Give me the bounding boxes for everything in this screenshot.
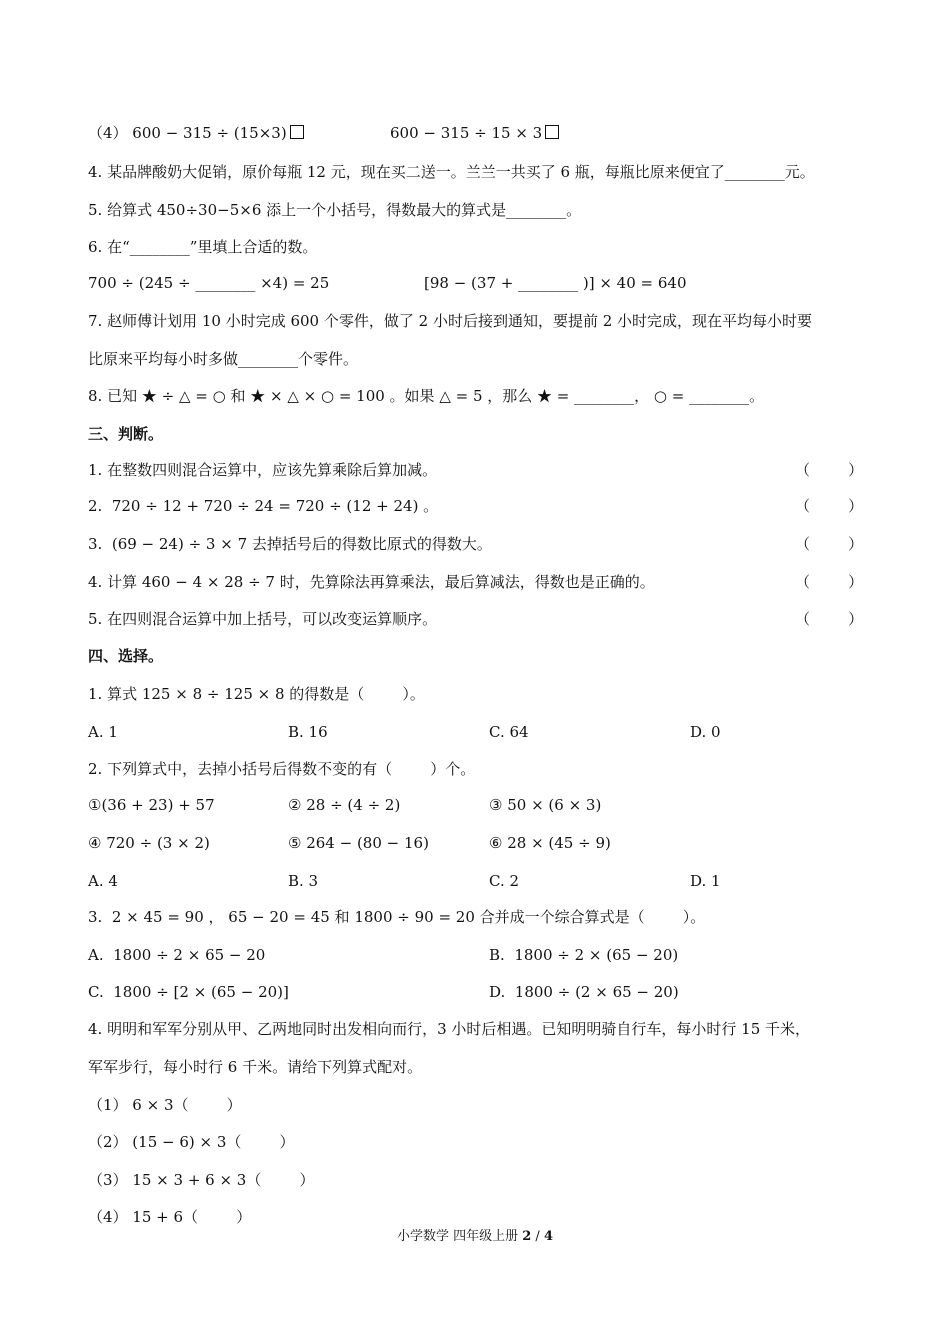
match-item-1: （1） 6 × 3（ ） <box>88 1096 242 1114</box>
choice-1-option-a: A. 1 <box>88 723 118 741</box>
judge-1-answer: （ ） <box>795 461 864 479</box>
question-6: 6. 在“________”里填上合适的数。 <box>88 238 318 256</box>
footer-separator: / <box>531 1229 544 1244</box>
choice-3-option-c: C. 1800 ÷ [2 × (65 − 20)] <box>88 983 289 1001</box>
judge-5: 5. 在四则混合运算中加上括号，可以改变运算顺序。 <box>88 610 438 628</box>
choice-2-expr-2: ② 28 ÷ (4 ÷ 2) <box>288 796 401 814</box>
judge-1: 1. 在整数四则混合运算中，应该先算乘除后算加减。 <box>88 461 438 479</box>
match-item-3: （3） 15 × 3 + 6 × 3（ ） <box>88 1171 315 1189</box>
choice-2-expr-6: ⑥ 28 × (45 ÷ 9) <box>489 834 611 852</box>
choice-3-option-d: D. 1800 ÷ (2 × 65 − 20) <box>489 983 679 1001</box>
judge-3: 3. (69 − 24) ÷ 3 × 7 去掉括号后的得数比原式的得数大。 <box>88 535 492 553</box>
choice-2-option-d: D. 1 <box>690 872 721 890</box>
choice-2-option-b: B. 3 <box>288 872 319 890</box>
choice-2: 2. 下列算式中，去掉小括号后得数不变的有（ ）个。 <box>88 760 476 778</box>
choice-2-option-a: A. 4 <box>88 872 118 890</box>
choice-4-line-2: 军军步行，每小时行 6 千米。请给下列算式配对。 <box>88 1058 423 1076</box>
judge-2: 2. 720 ÷ 12 + 720 ÷ 24 = 720 ÷ (12 + 24) 。 <box>88 497 439 515</box>
section-3-heading: 三、判断。 <box>88 425 164 443</box>
choice-3-option-b: B. 1800 ÷ 2 × (65 − 20) <box>489 946 679 964</box>
question-5: 5. 给算式 450÷30−5×6 添上一个小括号，得数最大的算式是________。 <box>88 201 582 219</box>
choice-3: 3. 2 × 45 = 90 ， 65 − 20 = 45 和 1800 ÷ 90 = 20 合并成一个综合算式是（ ）。 <box>88 908 706 926</box>
choice-4-line-1: 4. 明明和军军分别从甲、乙两地同时出发相向而行，3 小时后相遇。已知明明骑自行车，每小时行 15 千米， <box>88 1020 811 1038</box>
question-6-equation-1: 700 ÷ (245 ÷ ________ ×4) = 25 <box>88 274 330 292</box>
question-7-line-2: 比原来平均每小时多做________个零件。 <box>88 350 359 368</box>
choice-2-expr-5: ⑤ 264 − (80 − 16) <box>288 834 429 852</box>
match-item-2: （2） (15 − 6) × 3（ ） <box>88 1133 295 1151</box>
question-6-equation-2: [98 − (37 + ________ )] × 40 = 640 <box>424 274 687 292</box>
question-3-4-right: 600 − 315 ÷ 15 × 3 <box>390 123 559 143</box>
footer-page-number: 2 <box>522 1229 532 1244</box>
compare-box <box>545 125 559 139</box>
section-4-heading: 四、选择。 <box>88 647 164 665</box>
choice-3-option-a: A. 1800 ÷ 2 × 65 − 20 <box>88 946 266 964</box>
judge-3-answer: （ ） <box>795 535 864 553</box>
question-8: 8. 已知 ★ ÷ △ = ○ 和 ★ × △ × ○ = 100 。如果 △ = 5 ，那么 ★ = ________， ○ = ________。 <box>88 387 765 405</box>
compare-box <box>290 125 304 139</box>
choice-2-option-c: C. 2 <box>489 872 520 890</box>
question-3-4-left: （4） 600 − 315 ÷ (15×3) <box>88 123 304 143</box>
choice-2-expr-4: ④ 720 ÷ (3 × 2) <box>88 834 210 852</box>
match-item-4: （4） 15 + 6（ ） <box>88 1208 252 1226</box>
choice-1: 1. 算式 125 × 8 ÷ 125 × 8 的得数是（ ）。 <box>88 685 425 703</box>
choice-2-expr-1: ①(36 + 23) + 57 <box>88 796 215 814</box>
choice-1-option-d: D. 0 <box>690 723 721 741</box>
choice-1-option-c: C. 64 <box>489 723 529 741</box>
judge-2-answer: （ ） <box>795 497 864 515</box>
footer-page-total: 4 <box>543 1229 553 1244</box>
choice-1-option-b: B. 16 <box>288 723 328 741</box>
page-footer <box>0 1228 950 1246</box>
footer-subject: 小学数学 四年级上册 <box>396 1229 523 1244</box>
judge-4-answer: （ ） <box>795 573 864 591</box>
question-7-line-1: 7. 赵师傅计划用 10 小时完成 600 个零件，做了 2 小时后接到通知，要提前 2 小时完成，现在平均每小时要 <box>88 312 813 330</box>
question-4: 4. 某品牌酸奶大促销，原价每瓶 12 元，现在买二送一。兰兰一共买了 6 瓶，每瓶比原来便宜了________元。 <box>88 163 815 181</box>
judge-5-answer: （ ） <box>795 610 864 628</box>
judge-4: 4. 计算 460 − 4 × 28 ÷ 7 时，先算除法再算乘法，最后算减法，得数也是正确的。 <box>88 573 655 591</box>
choice-2-expr-3: ③ 50 × (6 × 3) <box>489 796 602 814</box>
